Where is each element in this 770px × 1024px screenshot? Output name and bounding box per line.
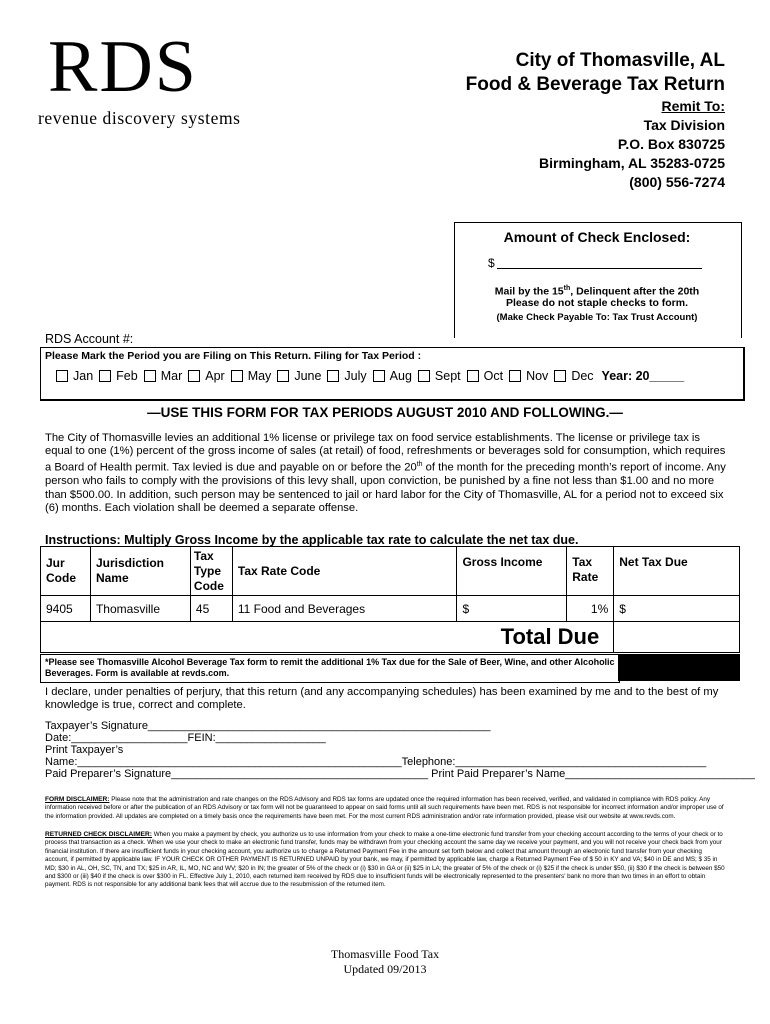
checkbox[interactable] <box>56 370 68 382</box>
checkbox[interactable] <box>509 370 521 382</box>
month-apr[interactable]: Apr <box>188 369 224 383</box>
footer <box>0 947 770 977</box>
print-taxpayer-name-line[interactable]: Print Taxpayer’s Name:_____________________________________________________Telephone:_________________________________________ <box>45 744 707 768</box>
taxpayer-signature-line[interactable]: Taxpayer’s Signature________________________________________________________ Date:___________________FEIN:__________________ <box>45 720 491 744</box>
rds-account-label: RDS Account #: <box>45 332 134 346</box>
cell-tax-rate-code: 11 Food and Beverages <box>232 596 457 622</box>
shaded-box <box>618 654 740 681</box>
checkbox[interactable] <box>327 370 339 382</box>
header-net-tax-due: Net Tax Due <box>614 547 740 596</box>
check-amount-dollar: $ <box>488 256 495 270</box>
footer-updated: Updated 09/2013 <box>343 962 427 976</box>
check-amount-field[interactable] <box>497 268 702 269</box>
rds-logo-subtitle: revenue discovery systems <box>38 108 241 128</box>
month-jan[interactable]: Jan <box>56 369 93 383</box>
checkbox[interactable] <box>554 370 566 382</box>
no-staple-note: Please do not staple checks to form. <box>505 297 689 309</box>
cell-net-tax-due[interactable]: $ <box>614 596 740 622</box>
checkbox[interactable] <box>144 370 156 382</box>
paid-preparer-signature-line[interactable]: Paid Preparer’s Signature__________________________________________ Print Paid Preparer’s Name_______________________________ <box>45 768 755 780</box>
form-title <box>466 49 725 97</box>
period-months <box>56 369 684 383</box>
remit-city: Birmingham, AL 35283-0725 <box>539 155 725 171</box>
remit-po-box: P.O. Box 830725 <box>617 136 725 152</box>
remit-phone: (800) 556-7274 <box>629 174 725 190</box>
checkbox[interactable] <box>188 370 200 382</box>
cell-tax-type: 45 <box>190 596 232 622</box>
month-feb[interactable]: Feb <box>99 369 138 383</box>
rds-logo: RDS <box>48 26 198 108</box>
period-label: Please Mark the Period you are Filing on This Return. Filing for Tax Period : <box>45 350 422 362</box>
header-gross-income: Gross Income <box>457 547 567 596</box>
check-amount-title: Amount of Check Enclosed: <box>503 229 691 245</box>
month-june[interactable]: June <box>277 369 321 383</box>
month-dec[interactable]: Dec <box>554 369 593 383</box>
returned-check-disclaimer: RETURNED CHECK DISCLAIMER: When you make a payment by check, you authorize us to use information from your check to make a one-time electronic fund transfer from your checking account according to the terms of your check or to process that transaction as a check. When we use your check to make an electronic fund transfer, funds may be withdrawn from your checking account the same day we receive your payment, and you will not receive your check back from your financial institution. If there are insufficient funds in your checking account, you authorize us to charge a Returned Payment Fee in the amount set forth below and collect that amount through an electronic fund transfer from your checking account, if permitted by applicable law. IF YOUR CHECK OR OTHER PAYMENT IS RETURNED UNPAID by your bank, we may, if permitted by applicable law, charge a Returned Payment Fee of $ 50 in KY and VA; $40 in DE and MS; $ 35 in MD; $30 in AL, OH, SC, TN, and TX; $25 in AR, IL, MO, NC and WV; $20 in IN; the greater of 5% of the check or (i) $30 in GA or (ii) $25 in LA; the greater of 5% of the check or (i) $25 if the check is under $50, (ii) $30 if the check is between $50 and $300 or (iii) $40 if the check is over $300 in FL. Effective July 1, 2010, each returned item received by RDS due to insufficient funds will be electronically represented to the presenters' bank no more than two times in an effort to obtain payment. RDS is not responsible for any additional bank fees that will accrue due to the resubmission of the returned item. <box>45 831 725 889</box>
checkbox[interactable] <box>231 370 243 382</box>
month-nov[interactable]: Nov <box>509 369 548 383</box>
checkbox[interactable] <box>467 370 479 382</box>
cell-gross-income[interactable]: $ <box>457 596 567 622</box>
footer-title: Thomasville Food Tax <box>330 947 440 961</box>
form-title-city: City of Thomasville, AL <box>515 50 725 71</box>
header-tax-rate-code: Tax Rate Code <box>232 547 457 596</box>
cell-jurisdiction: Thomasville <box>90 596 190 622</box>
checkbox[interactable] <box>373 370 385 382</box>
remit-division: Tax Division <box>643 117 725 133</box>
month-may[interactable]: May <box>231 369 272 383</box>
payable-note: (Make Check Payable To: Tax Trust Account) <box>496 312 698 323</box>
cell-tax-rate: 1% <box>567 596 614 622</box>
month-oct[interactable]: Oct <box>467 369 503 383</box>
checkbox[interactable] <box>418 370 430 382</box>
cell-jur-code: 9405 <box>41 596 91 622</box>
alcohol-note: *Please see Thomasville Alcohol Beverage Tax form to remit the additional 1% Tax due for the Sale of Beer, Wine, and other Alcoholic Beverages. Form is available at revds.com. <box>45 657 615 678</box>
header-tax-type: Tax Type Code <box>190 547 232 596</box>
tax-description: The City of Thomasville levies an additional 1% license or privilege tax on food service establishments. The license or privilege tax is equal to one (1%) percent of the gross income of sales (at retail) of food, refreshments or beverages sold for consumption, which requires a Board of Health permit. Tax levied is due and payable on or before the 20th of the month for the preceding month’s report of income. Any person who fails to comply with the provisions of this levy shall, upon conviction, be punished by a fine not less than $1.00 and no more than $500.00. In addition, such person may be sentenced to jail or hard labor for the City of Thomasville, AL for a period not to exceed six (6) months. Each violation shall be deemed a separate offense. <box>45 432 726 514</box>
form-disclaimer: FORM DISCLAIMER: Please note that the administration and rate changes on the RDS Advisory and RDS tax forms are updated once the required information has been received, verified, and validated in compliance with RDS policy. Any information received before or after the publication of an RDS Advisory or tax form will not be guaranteed to appear on said forms until all such requirements have been met. RDS is not responsible for incorrect information and/or improper use of the information provided. All updates are completed on a timely basis once the requirements have been met. For the most current RDS administration and/or rate information provided, please visit our website at www.revds.com. <box>45 796 724 820</box>
checkbox[interactable] <box>99 370 111 382</box>
header-tax-rate: Tax Rate <box>567 547 614 596</box>
instructions: Instructions: Multiply Gross Income by the applicable tax rate to calculate the net tax due. <box>45 533 579 547</box>
year-field[interactable]: Year: 20_____ <box>601 369 685 383</box>
header-jur-code: Jur Code <box>41 547 91 596</box>
table-row <box>41 596 740 622</box>
month-aug[interactable]: Aug <box>373 369 412 383</box>
use-form-notice: —USE THIS FORM FOR TAX PERIODS AUGUST 2010 AND FOLLOWING.— <box>147 405 623 420</box>
perjury-declaration: I declare, under penalties of perjury, that this return (and any accompanying schedules) has been examined by me and to the best of my knowledge is true, correct and complete. <box>45 686 719 711</box>
tax-table <box>40 546 740 653</box>
table-header-row <box>41 547 740 596</box>
mail-by-note: Mail by the 15th, Delinquent after the 20th <box>494 285 700 298</box>
total-due-label: Total Due <box>41 622 614 653</box>
header-jurisdiction: Jurisdiction Name <box>90 547 190 596</box>
month-july[interactable]: July <box>327 369 366 383</box>
checkbox[interactable] <box>277 370 289 382</box>
total-row <box>41 622 740 653</box>
month-mar[interactable]: Mar <box>144 369 183 383</box>
total-due-field[interactable] <box>614 622 740 653</box>
remit-address <box>539 97 725 192</box>
remit-to-label: Remit To: <box>661 98 725 114</box>
month-sept[interactable]: Sept <box>418 369 461 383</box>
form-title-name: Food & Beverage Tax Return <box>465 74 725 95</box>
